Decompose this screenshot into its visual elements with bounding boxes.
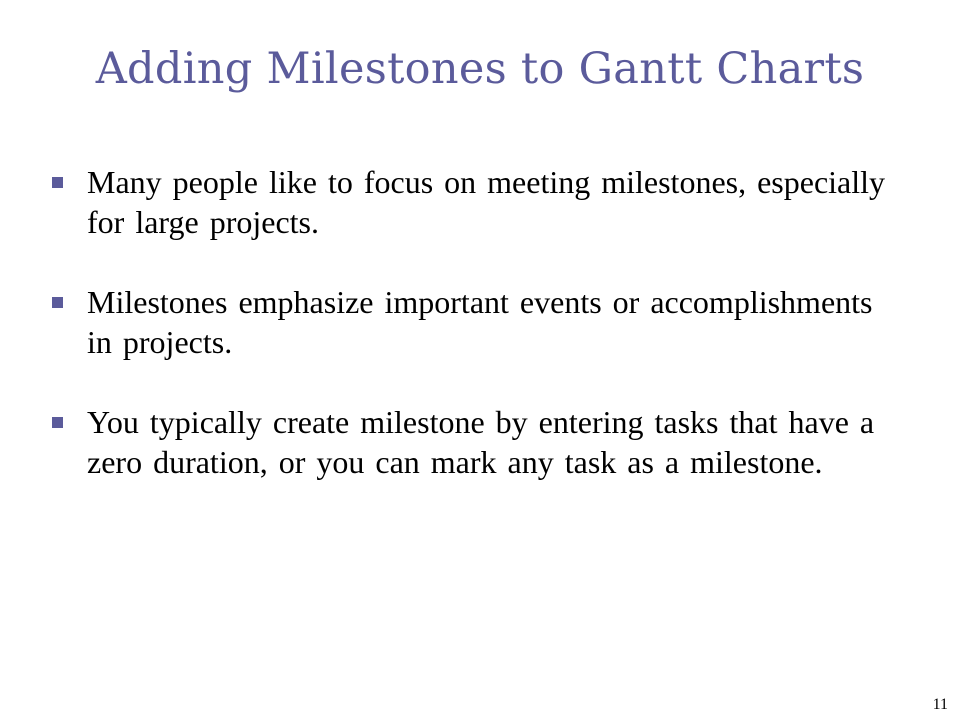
bullet-item-milestones-emphasize: [50, 282, 890, 362]
slide-title: Adding Milestones to Gantt Charts: [95, 44, 865, 94]
square-bullet-icon: [52, 297, 63, 308]
bullet-text: Many people like to focus on meeting milestones, especially for large projects.: [87, 164, 886, 240]
bullet-list: [50, 162, 890, 522]
slide-page-number: 11: [932, 696, 948, 713]
bullet-text: Milestones emphasize important events or accomplishments in projects.: [87, 284, 873, 360]
square-bullet-icon: [52, 177, 63, 188]
bullet-item-create-milestone: [50, 402, 890, 482]
bullet-text: You typically create milestone by entering tasks that have a zero duration, or you can mark any task as a milestone.: [87, 404, 875, 480]
square-bullet-icon: [52, 417, 63, 428]
bullet-item-milestones-focus: [50, 162, 890, 242]
